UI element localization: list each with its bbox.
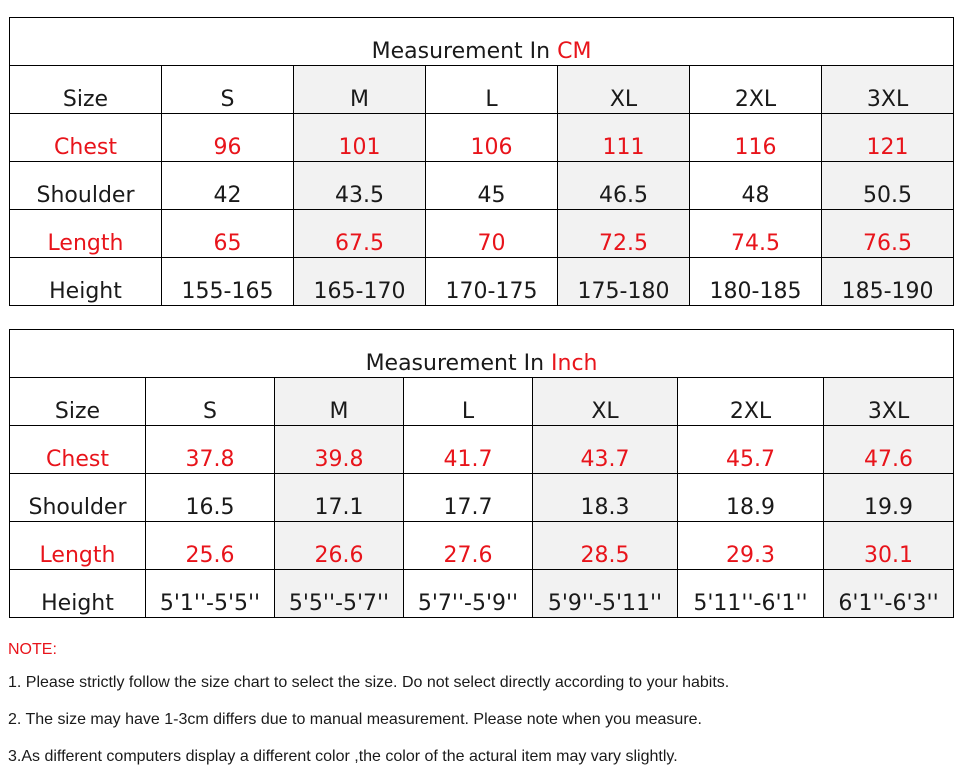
chest-row: [10, 114, 954, 162]
table-cell: 170-175: [426, 258, 558, 306]
table-cell: 16.5: [146, 474, 275, 522]
table-cell: 5'5''-5'7'': [275, 570, 404, 618]
table-cell: 42: [162, 162, 294, 210]
table-cell: 121: [822, 114, 954, 162]
table-cell: 76.5: [822, 210, 954, 258]
table-cell: 185-190: [822, 258, 954, 306]
table-cell: 18.3: [533, 474, 678, 522]
size-l: L: [404, 378, 533, 426]
size-label: Size: [10, 66, 162, 114]
size-xl: XL: [533, 378, 678, 426]
table-cell: 5'11''-6'1'': [678, 570, 824, 618]
size-xl: XL: [558, 66, 690, 114]
table-cell: 41.7: [404, 426, 533, 474]
table-cell: 70: [426, 210, 558, 258]
table-cell: 65: [162, 210, 294, 258]
table-cell: 155-165: [162, 258, 294, 306]
size-label: Size: [10, 378, 146, 426]
table-cell: 180-185: [690, 258, 822, 306]
table-cell: 116: [690, 114, 822, 162]
length-row: [10, 210, 954, 258]
size-header-row: [10, 378, 954, 426]
inch-table-title: [10, 330, 954, 378]
row-label: Height: [10, 570, 146, 618]
table-cell: 165-170: [294, 258, 426, 306]
table-cell: 45: [426, 162, 558, 210]
table-cell: 48: [690, 162, 822, 210]
note-item: 3.As different computers display a different color ,the color of the actural item may vary slightly.: [8, 748, 678, 765]
row-label: Chest: [10, 114, 162, 162]
table-cell: 67.5: [294, 210, 426, 258]
size-header-row: [10, 66, 954, 114]
table-cell: 47.6: [824, 426, 954, 474]
table-cell: 25.6: [146, 522, 275, 570]
note-item: 1. Please strictly follow the size chart to select the size. Do not select directly according to your habits.: [8, 674, 730, 691]
title-unit: Inch: [551, 351, 598, 376]
notes-section: [8, 636, 948, 775]
size-m: M: [275, 378, 404, 426]
table-cell: 111: [558, 114, 690, 162]
size-3xl: 3XL: [822, 66, 954, 114]
row-label: Chest: [10, 426, 146, 474]
table-cell: 29.3: [678, 522, 824, 570]
table-cell: 28.5: [533, 522, 678, 570]
size-l: L: [426, 66, 558, 114]
table-cell: 45.7: [678, 426, 824, 474]
table-cell: 17.7: [404, 474, 533, 522]
table-title-row: [10, 18, 954, 66]
table-cell: 5'9''-5'11'': [533, 570, 678, 618]
table-cell: 46.5: [558, 162, 690, 210]
title-unit: CM: [557, 39, 592, 64]
shoulder-row: [10, 474, 954, 522]
size-2xl: 2XL: [690, 66, 822, 114]
table-cell: 6'1''-6'3'': [824, 570, 954, 618]
table-cell: 5'7''-5'9'': [404, 570, 533, 618]
table-cell: 39.8: [275, 426, 404, 474]
table-cell: 26.6: [275, 522, 404, 570]
note-heading: NOTE:: [8, 641, 57, 658]
size-3xl: 3XL: [824, 378, 954, 426]
table-cell: 43.5: [294, 162, 426, 210]
shoulder-row: [10, 162, 954, 210]
table-title-row: [10, 330, 954, 378]
length-row: [10, 522, 954, 570]
inch-size-table: [9, 329, 954, 618]
title-prefix: Measurement In: [371, 39, 558, 64]
table-cell: 18.9: [678, 474, 824, 522]
table-cell: 50.5: [822, 162, 954, 210]
row-label: Shoulder: [10, 474, 146, 522]
chest-row: [10, 426, 954, 474]
title-prefix: Measurement In: [365, 351, 552, 376]
row-label: Length: [10, 522, 146, 570]
table-cell: 72.5: [558, 210, 690, 258]
note-item: 2. The size may have 1-3cm differs due to manual measurement. Please note when you measure.: [8, 711, 702, 728]
table-cell: 175-180: [558, 258, 690, 306]
table-cell: 96: [162, 114, 294, 162]
size-2xl: 2XL: [678, 378, 824, 426]
size-s: S: [162, 66, 294, 114]
table-cell: 27.6: [404, 522, 533, 570]
table-cell: 101: [294, 114, 426, 162]
table-cell: 43.7: [533, 426, 678, 474]
table-cell: 19.9: [824, 474, 954, 522]
row-label: Length: [10, 210, 162, 258]
cm-table-title: [10, 18, 954, 66]
table-cell: 5'1''-5'5'': [146, 570, 275, 618]
table-cell: 30.1: [824, 522, 954, 570]
table-cell: 106: [426, 114, 558, 162]
table-cell: 17.1: [275, 474, 404, 522]
size-s: S: [146, 378, 275, 426]
row-label: Height: [10, 258, 162, 306]
size-m: M: [294, 66, 426, 114]
row-label: Shoulder: [10, 162, 162, 210]
table-cell: 37.8: [146, 426, 275, 474]
cm-size-table: [9, 17, 954, 306]
height-row: [10, 258, 954, 306]
table-cell: 74.5: [690, 210, 822, 258]
height-row: [10, 570, 954, 618]
